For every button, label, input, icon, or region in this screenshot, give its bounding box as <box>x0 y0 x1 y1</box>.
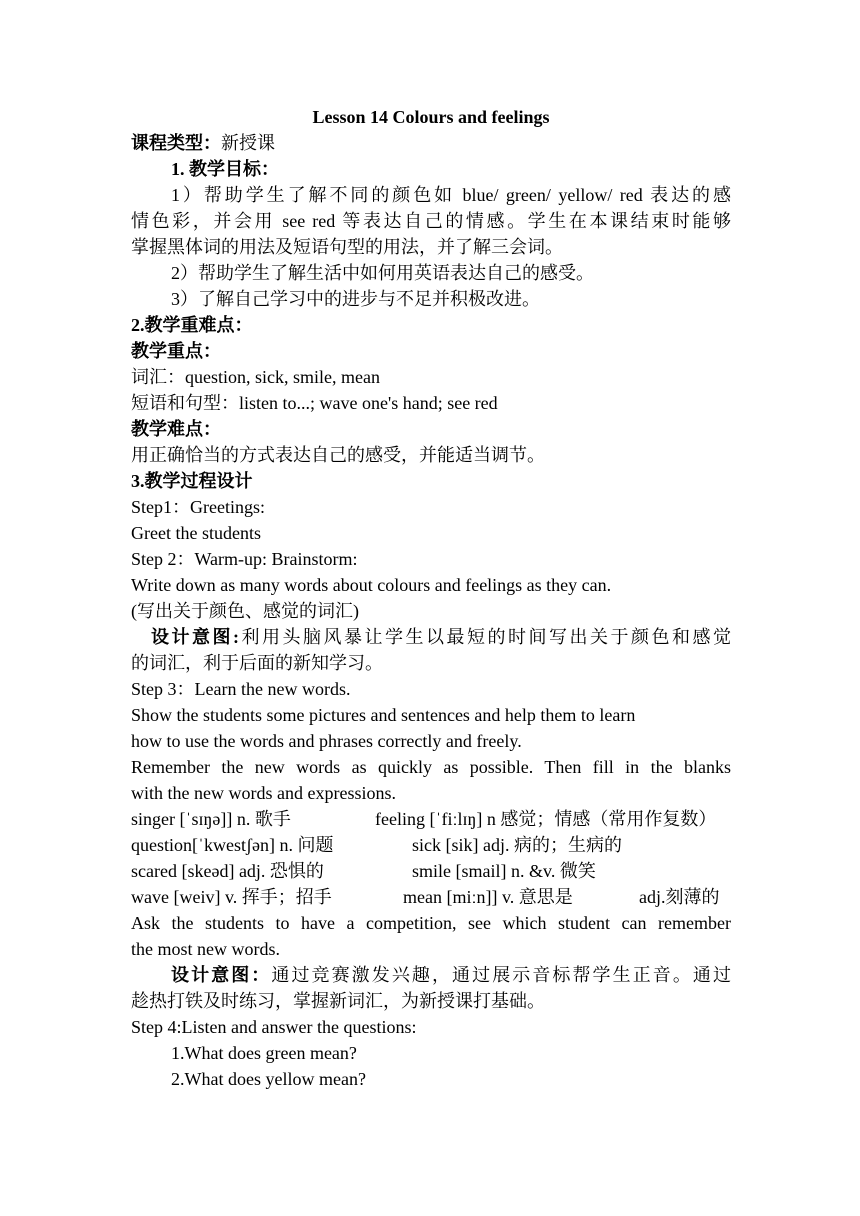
step2-cn: (写出关于颜色、感觉的词汇) <box>131 601 359 621</box>
question-1: 1.What does green mean? <box>171 1043 357 1063</box>
objective-3: 3）了解自己学习中的进步与不足并积极改进。 <box>171 289 540 309</box>
key-points-heading: 2.教学重难点： <box>131 315 253 335</box>
course-type-value: 新授课 <box>221 133 275 153</box>
vocab-term: mean [miːn]] v. 意思是 <box>403 887 573 907</box>
step2-desc: Write down as many words about colours and feelings as they can. <box>131 575 612 595</box>
vocab-term: wave [weiv] v. 挥手；招手 <box>131 887 332 907</box>
intent2-line-2: 趁热打铁及时练习，掌握新词汇，为新授课打基础。 <box>131 991 545 1011</box>
difficulty-label: 教学难点： <box>131 419 221 439</box>
objective-1-line-3: 掌握黑体词的用法及短语句型的用法，并了解三会词。 <box>131 237 563 257</box>
step3-title: Step 3：Learn the new words. <box>131 679 351 699</box>
step3-desc-2: how to use the words and phrases correctly and freely. <box>131 731 522 751</box>
focus-phrases: 短语和句型：listen to...; wave one's hand; see red <box>131 393 498 413</box>
step2-title: Step 2：Warm-up: Brainstorm: <box>131 549 358 569</box>
focus-label: 教学重点： <box>131 341 221 361</box>
vocab-term: feeling [ˈfiːlɪŋ] n 感觉；情感（常用作复数） <box>375 809 717 829</box>
step1-desc: Greet the students <box>131 523 261 543</box>
step3-after-2: the most new words. <box>131 939 280 959</box>
intent2-label: 设计意图： <box>171 965 272 985</box>
intent1-text: 利用头脑风暴让学生以最短的时间写出关于颜色和感觉 <box>239 627 731 647</box>
step3-after-1: Ask the students to have a competition, see which student can remember <box>131 913 731 933</box>
vocab-term: sick [sik] adj. 病的；生病的 <box>412 835 622 855</box>
course-type <box>131 130 731 156</box>
intent2-line-1 <box>131 962 731 988</box>
step3-desc-3: Remember the new words as quickly as possible. Then fill in the blanks <box>131 757 731 777</box>
vocab-row <box>131 884 731 910</box>
intent1-label: 设计意图: <box>151 627 239 647</box>
step4-title: Step 4:Listen and answer the questions: <box>131 1017 417 1037</box>
vocab-term: singer [ˈsɪŋə]] n. 歌手 <box>131 809 291 829</box>
intent2-text: 通过竞赛激发兴趣，通过展示音标帮学生正音。通过 <box>271 965 732 985</box>
objective-2: 2）帮助学生了解生活中如何用英语表达自己的感受。 <box>171 263 594 283</box>
process-heading: 3.教学过程设计 <box>131 471 253 491</box>
vocab-term: smile [smail] n. &v. 微笑 <box>412 861 596 881</box>
objectives-heading: 1. 教学目标： <box>171 159 279 179</box>
focus-vocab: 词汇：question, sick, smile, mean <box>131 367 380 387</box>
vocab-row <box>131 858 731 884</box>
step1-title: Step1：Greetings: <box>131 497 265 517</box>
page-title: Lesson 14 Colours and feelings <box>312 107 550 127</box>
vocab-term: question[ˈkwestʃən] n. 问题 <box>131 835 334 855</box>
course-type-label: 课程类型： <box>131 133 221 153</box>
intent1-line-1 <box>131 624 731 650</box>
step3-desc-4: with the new words and expressions. <box>131 783 396 803</box>
vocab-term: adj.刻薄的 <box>639 887 720 907</box>
vocab-term: scared [skeəd] adj. 恐惧的 <box>131 861 324 881</box>
step3-desc-1: Show the students some pictures and sentences and help them to learn <box>131 705 636 725</box>
vocab-row <box>131 806 731 832</box>
objective-1-line-1: 1）帮助学生了解不同的颜色如 blue/ green/ yellow/ red 表达的感 <box>171 185 731 205</box>
question-2: 2.What does yellow mean? <box>171 1069 366 1089</box>
document-page <box>131 104 731 1092</box>
intent1-line-2: 的词汇，利于后面的新知学习。 <box>131 653 383 673</box>
objective-1-line-2: 情色彩，并会用 see red 等表达自己的情感。学生在本课结束时能够 <box>131 211 731 231</box>
vocab-row <box>131 832 731 858</box>
difficulty-text: 用正确恰当的方式表达自己的感受，并能适当调节。 <box>131 445 545 465</box>
